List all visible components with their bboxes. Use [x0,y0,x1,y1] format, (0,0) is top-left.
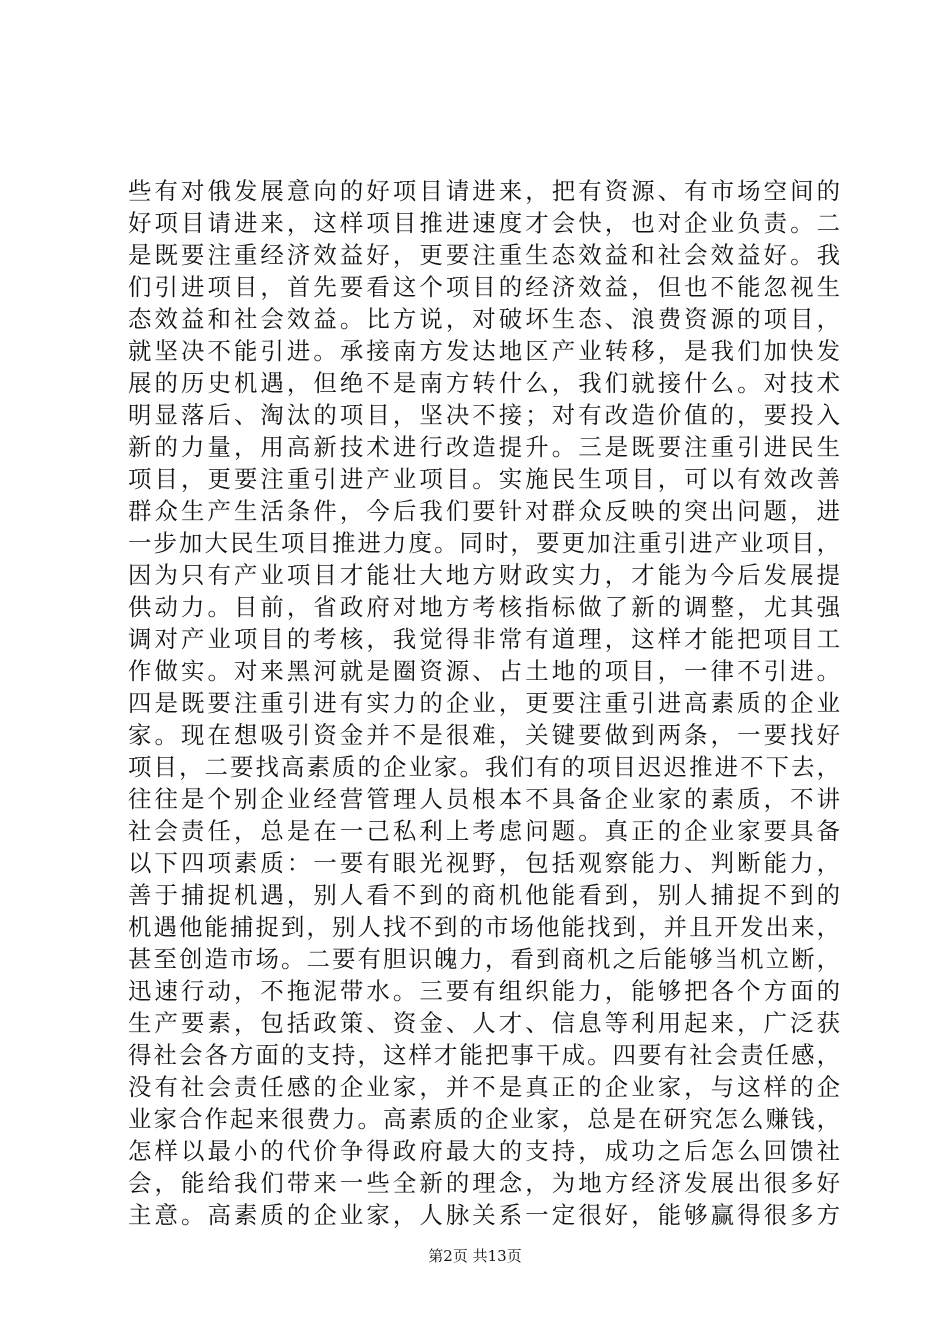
text-line: 往往是个别企业经营管理人员根本不具备企业家的素质，不讲 [128,785,840,813]
text-line: 调对产业项目的考核，我觉得非常有道理，这样才能把项目工 [128,625,840,653]
text-line: 明显落后、淘汰的项目，坚决不接；对有改造价值的，要投入 [128,401,840,429]
text-line: 作做实。对来黑河就是圈资源、占土地的项目，一律不引进。 [128,657,840,685]
text-line: 家。现在想吸引资金并不是很难，关键要做到两条，一要找好 [128,721,840,749]
text-line: 机遇他能捕捉到，别人找不到的市场他能找到，并且开发出来， [128,913,840,941]
text-line: 以下四项素质：一要有眼光视野，包括观察能力、判断能力， [128,849,840,877]
text-line: 四是既要注重引进有实力的企业，更要注重引进高素质的企业 [128,689,840,717]
text-line: 群众生产生活条件，今后我们要针对群众反映的突出问题，进 [128,497,840,525]
text-line: 好项目请进来，这样项目推进速度才会快，也对企业负责。二 [128,209,840,237]
text-line: 业家合作起来很费力。高素质的企业家，总是在研究怎么赚钱， [128,1105,840,1133]
page-number-footer: 第2页 共13页 [428,1247,522,1265]
text-line: 项目，更要注重引进产业项目。实施民生项目，可以有效改善 [128,465,840,493]
text-line: 善于捕捉机遇，别人看不到的商机他能看到，别人捕捉不到的 [128,881,840,909]
text-line: 一步加大民生项目推进力度。同时，要更加注重引进产业项目， [128,529,840,557]
text-line: 生产要素，包括政策、资金、人才、信息等利用起来，广泛获 [128,1009,840,1037]
text-line: 新的力量，用高新技术进行改造提升。三是既要注重引进民生 [128,433,840,461]
text-line: 们引进项目，首先要看这个项目的经济效益，但也不能忽视生 [128,273,840,301]
text-line: 甚至创造市场。二要有胆识魄力，看到商机之后能够当机立断， [128,945,840,973]
text-line: 会，能给我们带来一些全新的理念，为地方经济发展出很多好 [128,1169,840,1197]
text-line: 是既要注重经济效益好，更要注重生态效益和社会效益好。我 [128,241,840,269]
text-line: 迅速行动，不拖泥带水。三要有组织能力，能够把各个方面的 [128,977,840,1005]
text-line: 得社会各方面的支持，这样才能把事干成。四要有社会责任感， [128,1041,840,1069]
text-line: 些有对俄发展意向的好项目请进来，把有资源、有市场空间的 [128,177,840,205]
text-line: 供动力。目前，省政府对地方考核指标做了新的调整，尤其强 [128,593,840,621]
text-line: 展的历史机遇，但绝不是南方转什么，我们就接什么。对技术 [128,369,840,397]
body-text [128,175,840,1231]
text-line: 就坚决不能引进。承接南方发达地区产业转移，是我们加快发 [128,337,840,365]
text-line: 主意。高素质的企业家，人脉关系一定很好，能够赢得很多方 [128,1201,840,1229]
text-line: 因为只有产业项目才能壮大地方财政实力，才能为今后发展提 [128,561,840,589]
text-line: 没有社会责任感的企业家，并不是真正的企业家，与这样的企 [128,1073,840,1101]
text-line: 项目，二要找高素质的企业家。我们有的项目迟迟推进不下去， [128,753,840,781]
text-line: 态效益和社会效益。比方说，对破坏生态、浪费资源的项目， [128,305,840,333]
text-line: 怎样以最小的代价争得政府最大的支持，成功之后怎么回馈社 [128,1137,840,1165]
text-line: 社会责任，总是在一己私利上考虑问题。真正的企业家要具备 [128,817,840,845]
